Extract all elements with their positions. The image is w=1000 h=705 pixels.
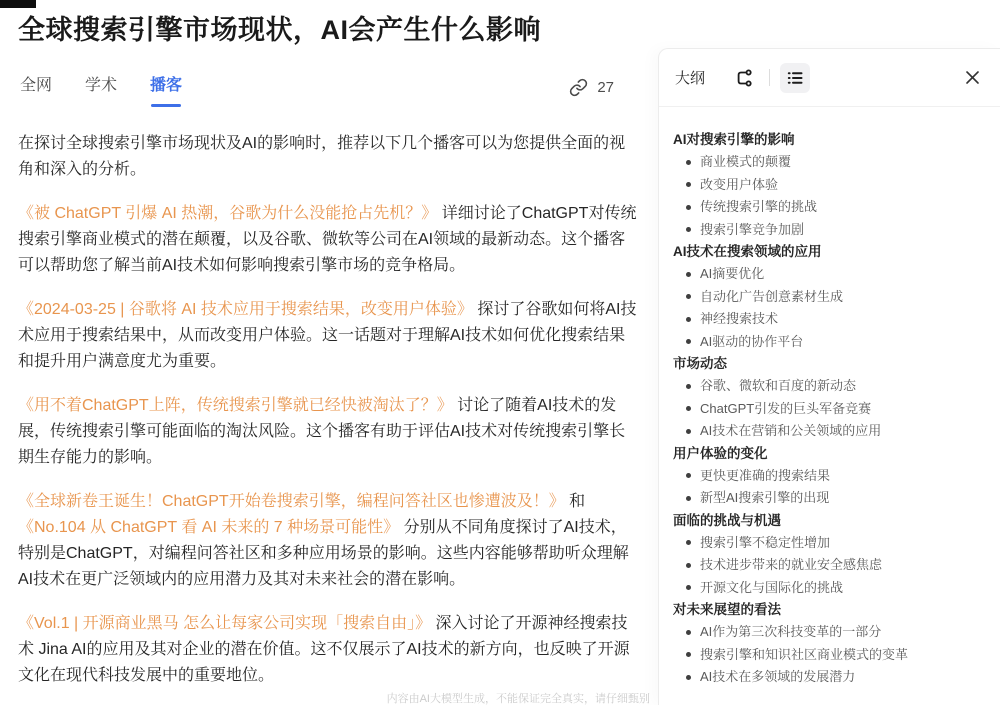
outline-item[interactable] bbox=[673, 420, 986, 443]
bullet-icon bbox=[686, 675, 691, 680]
paragraph-text: 详细讨论了ChatGPT对传统搜索引擎商业模式的潜在颠覆，以及谷歌、微软等公司在AI领域的最新动态。这个播客可以帮助您了解当前AI技术如何影响搜索引擎市场的竞争格局。 bbox=[18, 205, 637, 274]
outline-item[interactable] bbox=[673, 577, 986, 600]
bullet-icon bbox=[686, 227, 691, 232]
close-icon bbox=[965, 70, 980, 85]
mindmap-view-button[interactable] bbox=[729, 63, 759, 93]
outline-item[interactable] bbox=[673, 174, 986, 197]
outline-item[interactable] bbox=[673, 286, 986, 309]
podcast-link[interactable]: 《用不着ChatGPT上阵，传统搜索引擎就已经快被淘汰了？》 bbox=[18, 397, 453, 414]
bullet-icon bbox=[686, 294, 691, 299]
bullet-icon bbox=[686, 652, 691, 657]
outline-item-label: AI技术在多领域的发展潜力 bbox=[700, 669, 856, 684]
podcast-link[interactable]: 《被 ChatGPT 引爆 AI 热潮，谷歌为什么没能抢占先机？》 bbox=[18, 205, 438, 222]
outline-item-label: ChatGPT引发的巨头军备竞赛 bbox=[700, 400, 872, 416]
outline-item-label: AI摘要优化 bbox=[700, 266, 765, 281]
bullet-icon bbox=[686, 630, 691, 635]
outline-item[interactable] bbox=[673, 487, 986, 510]
tab-2[interactable]: 学术 bbox=[85, 77, 118, 94]
answer-paragraph bbox=[18, 201, 640, 279]
outline-section-heading[interactable]: 用户体验的变化 bbox=[673, 445, 768, 461]
bullet-icon bbox=[686, 406, 691, 411]
outline-item-label: 搜索引擎竞争加剧 bbox=[700, 221, 805, 237]
close-outline-button[interactable] bbox=[960, 66, 984, 90]
bullet-icon bbox=[686, 160, 691, 165]
outline-item-label: 技术进步带来的就业安全感焦虑 bbox=[700, 557, 883, 572]
outline-item[interactable] bbox=[673, 196, 986, 219]
outline-item[interactable] bbox=[673, 219, 986, 242]
outline-header bbox=[659, 49, 1000, 107]
outline-item[interactable] bbox=[673, 151, 986, 174]
outline-item-label: 自动化广告创意素材生成 bbox=[700, 288, 844, 304]
outline-item-label: 新型AI搜索引擎的出现 bbox=[700, 490, 830, 505]
bullet-icon bbox=[686, 540, 691, 545]
outline-item-label: 商业模式的颠覆 bbox=[700, 154, 792, 169]
podcast-link[interactable]: 《No.104 从 ChatGPT 看 AI 未来的 7 种场景可能性》 bbox=[18, 519, 400, 536]
outline-item[interactable] bbox=[673, 621, 986, 644]
bullet-icon bbox=[686, 205, 691, 210]
paragraph-text: 分别从不同角度探讨了AI技术，特别是ChatGPT，对编程问答社区和多种应用场景的影响。这些内容能够帮助听众理解AI技术在更广泛领域内的应用潜力及其对未来社会的潜在影响。 bbox=[18, 519, 629, 588]
answer-paragraph bbox=[18, 611, 640, 689]
list-icon bbox=[785, 68, 805, 88]
outline-panel bbox=[658, 48, 1000, 705]
outline-section-heading[interactable]: 市场动态 bbox=[673, 356, 727, 371]
outline-section-heading[interactable]: 对未来展望的看法 bbox=[673, 602, 781, 617]
answer-paragraph bbox=[18, 297, 640, 375]
tab-list bbox=[18, 72, 182, 107]
paragraph-text: 深入讨论了开源神经搜索技术 Jina AI的应用及其对企业的潜在价值。这不仅展示了AI技术的新方向，也反映了开源文化在现代科技发展中的重要地位。 bbox=[18, 615, 630, 684]
paragraph-text: 探讨了谷歌如何将AI技术应用于搜索结果中，从而改变用户体验。这一话题对于理解AI技术如何优化搜索结果和提升用户满意度尤为重要。 bbox=[18, 301, 637, 370]
outline-item[interactable] bbox=[673, 308, 986, 331]
outline-item-label: 开源文化与国际化的挑战 bbox=[700, 579, 844, 595]
outline-section-heading[interactable]: AI技术在搜索领域的应用 bbox=[673, 244, 822, 259]
podcast-link[interactable]: 《Vol.1 | 开源商业黑马 怎么让每家公司实现「搜索自由」》 bbox=[18, 615, 432, 632]
outline-item[interactable] bbox=[673, 644, 986, 667]
page-title: 全球搜索引擎市场现状，AI会产生什么影响 bbox=[18, 15, 541, 45]
outline-item-label: 传统搜索引擎的挑战 bbox=[700, 199, 818, 214]
header-divider bbox=[769, 69, 770, 86]
outline-item[interactable] bbox=[673, 398, 986, 421]
reference-count: 27 bbox=[597, 79, 614, 96]
outline-section-heading[interactable]: AI对搜索引擎的影响 bbox=[673, 132, 795, 147]
outline-item[interactable] bbox=[673, 375, 986, 398]
tab-3[interactable]: 播客 bbox=[150, 72, 182, 107]
outline-item-label: AI技术在营销和公关领域的应用 bbox=[700, 423, 882, 438]
outline-item[interactable] bbox=[673, 465, 986, 488]
bullet-icon bbox=[686, 272, 691, 277]
references-control[interactable] bbox=[569, 78, 614, 107]
answer-paragraph bbox=[18, 393, 640, 471]
outline-item-label: 改变用户体验 bbox=[700, 176, 779, 192]
outline-list bbox=[659, 107, 1000, 689]
outline-title: 大纲 bbox=[675, 70, 706, 87]
bullet-icon bbox=[686, 317, 691, 322]
top-left-artifact bbox=[0, 0, 36, 8]
podcast-link[interactable]: 《全球新卷王诞生！ChatGPT开始卷搜索引擎，编程问答社区也惨遭波及！》 bbox=[18, 493, 565, 510]
outline-item[interactable] bbox=[673, 331, 986, 354]
bullet-icon bbox=[686, 384, 691, 389]
bullet-icon bbox=[686, 429, 691, 434]
answer-column bbox=[18, 12, 642, 705]
bullet-icon bbox=[686, 182, 691, 187]
outline-item-label: 搜索引擎不稳定性增加 bbox=[700, 534, 831, 550]
bullet-icon bbox=[686, 496, 691, 501]
link-icon bbox=[569, 78, 588, 97]
outline-item-label: 搜索引擎和知识社区商业模式的变革 bbox=[700, 646, 909, 662]
tab-1[interactable]: 全网 bbox=[20, 77, 53, 94]
paragraph-text: 讨论了随着AI技术的发展，传统搜索引擎可能面临的淘汰风险。这个播客有助于评估AI技术对传统搜索引擎长期生存能力的影响。 bbox=[18, 397, 626, 466]
answer-content bbox=[18, 131, 640, 689]
tab-bar bbox=[18, 72, 642, 107]
outline-item-label: 谷歌、微软和百度的新动态 bbox=[700, 378, 857, 393]
outline-item-label: AI驱动的协作平台 bbox=[700, 333, 804, 349]
outline-item-label: AI作为第三次科技变革的一部分 bbox=[700, 624, 882, 639]
outline-item-label: 更快更准确的搜索结果 bbox=[700, 467, 831, 483]
list-view-button[interactable] bbox=[780, 63, 810, 93]
paragraph-text: 和 bbox=[564, 493, 586, 510]
answer-paragraph bbox=[18, 131, 640, 183]
bullet-icon bbox=[686, 585, 691, 590]
bullet-icon bbox=[686, 473, 691, 478]
outline-section-heading[interactable]: 面临的挑战与机遇 bbox=[673, 512, 781, 528]
podcast-link[interactable]: 《2024-03-25 | 谷歌将 AI 技术应用于搜索结果，改变用户体验》 bbox=[18, 301, 473, 318]
bullet-icon bbox=[686, 339, 691, 344]
mindmap-icon bbox=[734, 68, 754, 88]
ai-disclaimer: 内容由AI大模型生成，不能保证完全真实，请仔细甄别 bbox=[386, 693, 650, 705]
outline-item[interactable] bbox=[673, 554, 986, 577]
outline-item[interactable] bbox=[673, 666, 986, 689]
bullet-icon bbox=[686, 563, 691, 568]
outline-item[interactable] bbox=[673, 263, 986, 286]
outline-item-label: 神经搜索技术 bbox=[700, 311, 779, 326]
answer-paragraph bbox=[18, 489, 640, 593]
outline-item[interactable] bbox=[673, 532, 986, 555]
paragraph-text: 在探讨全球搜索引擎市场现状及AI的影响时，推荐以下几个播客可以为您提供全面的视角和深入的分析。 bbox=[18, 135, 626, 178]
